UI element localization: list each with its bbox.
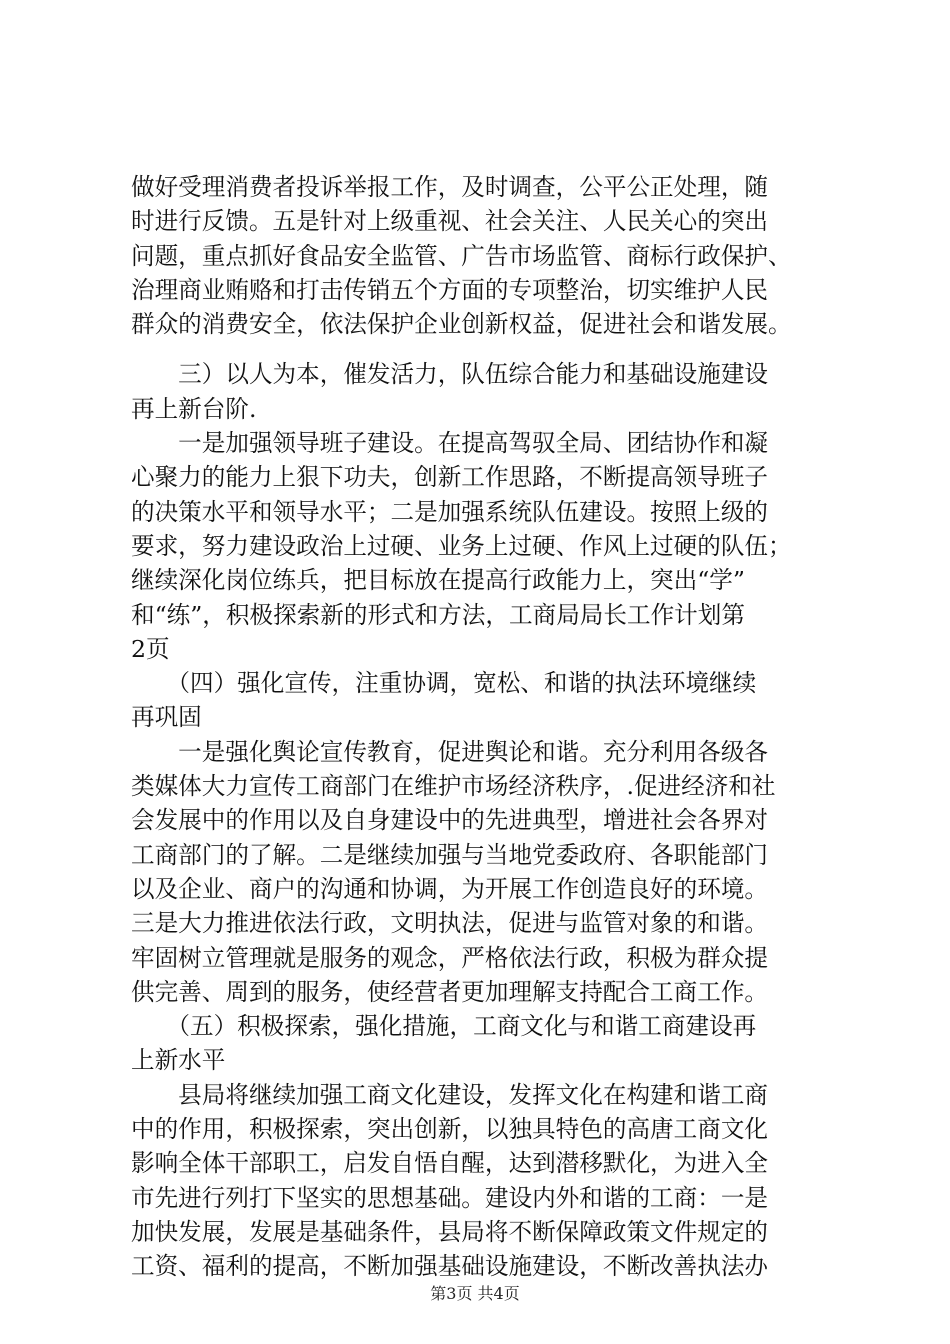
- text-line: 会发展中的作用以及自身建设中的先进典型，增进社会各界对: [131, 806, 769, 835]
- text-line: 牢固树立管理就是服务的观念，严格依法行政，积极为群众提: [131, 943, 769, 972]
- text-line: 供完善、周到的服务，使经营者更加理解支持配合工商工作。: [131, 977, 769, 1006]
- text-line: 县局将继续加强工商文化建设，发挥文化在构建和谐工商: [131, 1080, 769, 1109]
- text-line: 类媒体大力宣传工商部门在维护市场经济秩序，.促进经济和社: [131, 772, 776, 801]
- paragraph-block-1: [131, 170, 831, 341]
- text-line: 2页: [131, 634, 170, 663]
- text-line: 和“练”，积极探索新的形式和方法，工商局局长工作计划第: [131, 600, 745, 629]
- text-line: 问题，重点抓好食品安全监管、广告市场监管、商标行政保护、: [131, 241, 792, 270]
- text-line: 工商部门的了解。二是继续加强与当地党委政府、各职能部门: [131, 840, 769, 869]
- text-line: 上新水平: [131, 1046, 226, 1075]
- paragraph-block-2: [131, 357, 831, 1283]
- text-line: 时进行反馈。五是针对上级重视、社会关注、人民关心的突出: [131, 207, 769, 236]
- text-line: 三）以人为本，催发活力，队伍综合能力和基础设施建设: [131, 360, 769, 389]
- page-footer: 第3页 共4页: [430, 1284, 520, 1303]
- text-line: 影响全体干部职工，启发自悟自醒，达到潜移默化，为进入全: [131, 1149, 769, 1178]
- text-line: 三是大力推进依法行政，文明执法，促进与监管对象的和谐。: [131, 909, 769, 938]
- text-line: 心聚力的能力上狠下功夫，创新工作思路，不断提高领导班子: [131, 463, 769, 492]
- text-line: 再上新台阶.: [131, 394, 257, 423]
- text-line: 治理商业贿赂和打击传销五个方面的专项整治，切实维护人民: [131, 275, 769, 304]
- text-line: （四）强化宣传，注重协调，宽松、和谐的执法环境继续: [131, 669, 757, 698]
- text-line: 加快发展，发展是基础条件，县局将不断保障政策文件规定的: [131, 1217, 769, 1246]
- text-line: 群众的消费安全，依法保护企业创新权益，促进社会和谐发展。: [131, 310, 792, 339]
- document-body: [131, 170, 831, 1284]
- text-line: 再巩固: [131, 703, 202, 732]
- text-line: 做好受理消费者投诉举报工作，及时调查，公平公正处理，随: [131, 173, 769, 201]
- text-line: 的决策水平和领导水平；二是加强系统队伍建设。按照上级的: [131, 497, 769, 526]
- text-line: 中的作用，积极探索，突出创新，以独具特色的高唐工商文化: [131, 1115, 769, 1144]
- text-line: 一是强化舆论宣传教育，促进舆论和谐。充分利用各级各: [131, 737, 769, 766]
- text-line: 一是加强领导班子建设。在提高驾驭全局、团结协作和凝: [131, 429, 769, 458]
- text-line: 继续深化岗位练兵，把目标放在提高行政能力上，突出“学”: [131, 566, 745, 595]
- paragraph-gap: [131, 341, 831, 357]
- text-line: （五）积极探索，强化措施，工商文化与和谐工商建设再: [131, 1012, 757, 1041]
- text-line: 以及企业、商户的沟通和协调，为开展工作创造良好的环境。: [131, 874, 769, 903]
- text-line: 要求，努力建设政治上过硬、业务上过硬、作风上过硬的队伍；: [131, 531, 792, 560]
- text-line: 工资、福利的提高，不断加强基础设施建设，不断改善执法办: [131, 1252, 769, 1281]
- text-line: 市先进行列打下坚实的思想基础。建设内外和谐的工商：一是: [131, 1183, 769, 1212]
